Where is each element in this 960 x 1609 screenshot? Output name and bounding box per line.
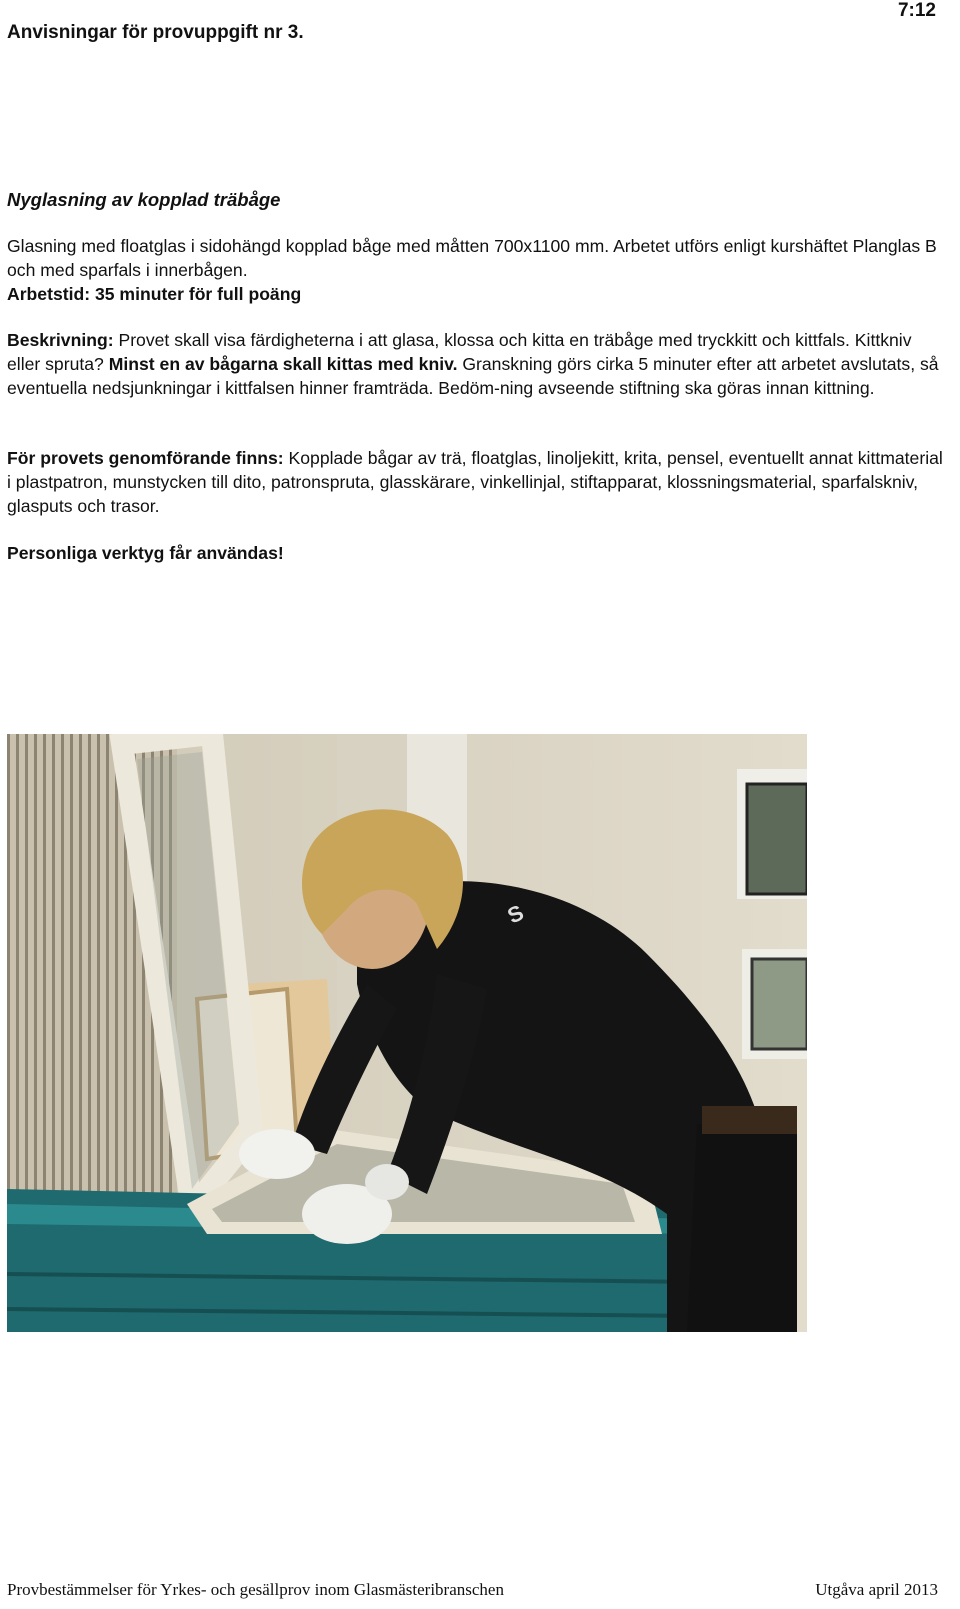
document-title: Anvisningar för provuppgift nr 3. <box>7 22 304 43</box>
description-text-2: Granskning görs cirka 5 minuter efter att arbetet avslutats, så eventuella nedsjunkningar i kittfalsen hinner framträda. Bedöm-ning avseende stiftning ska göras innan kittning. <box>7 354 939 398</box>
materials-text: Kopplade bågar av trä, floatglas, linoljekitt, krita, pensel, eventuellt annat kittmaterial i plastpatron, munstycken till dito, patronspruta, glasskärare, vinkellinjal, stiftapparat, klossningsmaterial, sparfalskniv, glasputs och trasor. <box>7 448 943 516</box>
description-bold: Minst en av bågarna skall kittas med kniv. <box>108 354 458 374</box>
description-text-1: Provet skall visa färdigheterna i att glasa, klossa och kitta en träbåge med tryckkitt och kittfals. Kittkniv eller spruta? <box>7 330 912 374</box>
description-paragraph <box>7 328 943 400</box>
footer-left: Provbestämmelser för Yrkes- och gesällprov inom Glasmästeribranschen <box>7 1580 504 1599</box>
glazing-photo <box>7 734 807 1332</box>
materials-paragraph <box>7 446 943 518</box>
intro-text: Glasning med floatglas i sidohängd kopplad båge med måtten 700x1100 mm. Arbetet utförs enligt kurshäftet Planglas B och med sparfals i innerbågen. <box>7 236 937 280</box>
tools-note: Personliga verktyg får användas! <box>7 543 284 563</box>
svg-text:S: S <box>503 899 528 929</box>
footer-right: Utgåva april 2013 <box>815 1580 938 1599</box>
page-number: 7:12 <box>897 0 936 21</box>
materials-label: För provets genomförande finns: <box>7 448 284 468</box>
description-label: Beskrivning: <box>7 330 114 350</box>
intro-paragraph <box>7 234 943 306</box>
worktime-text: Arbetstid: 35 minuter för full poäng <box>7 284 302 304</box>
section-heading: Nyglasning av kopplad träbåge <box>7 189 281 210</box>
